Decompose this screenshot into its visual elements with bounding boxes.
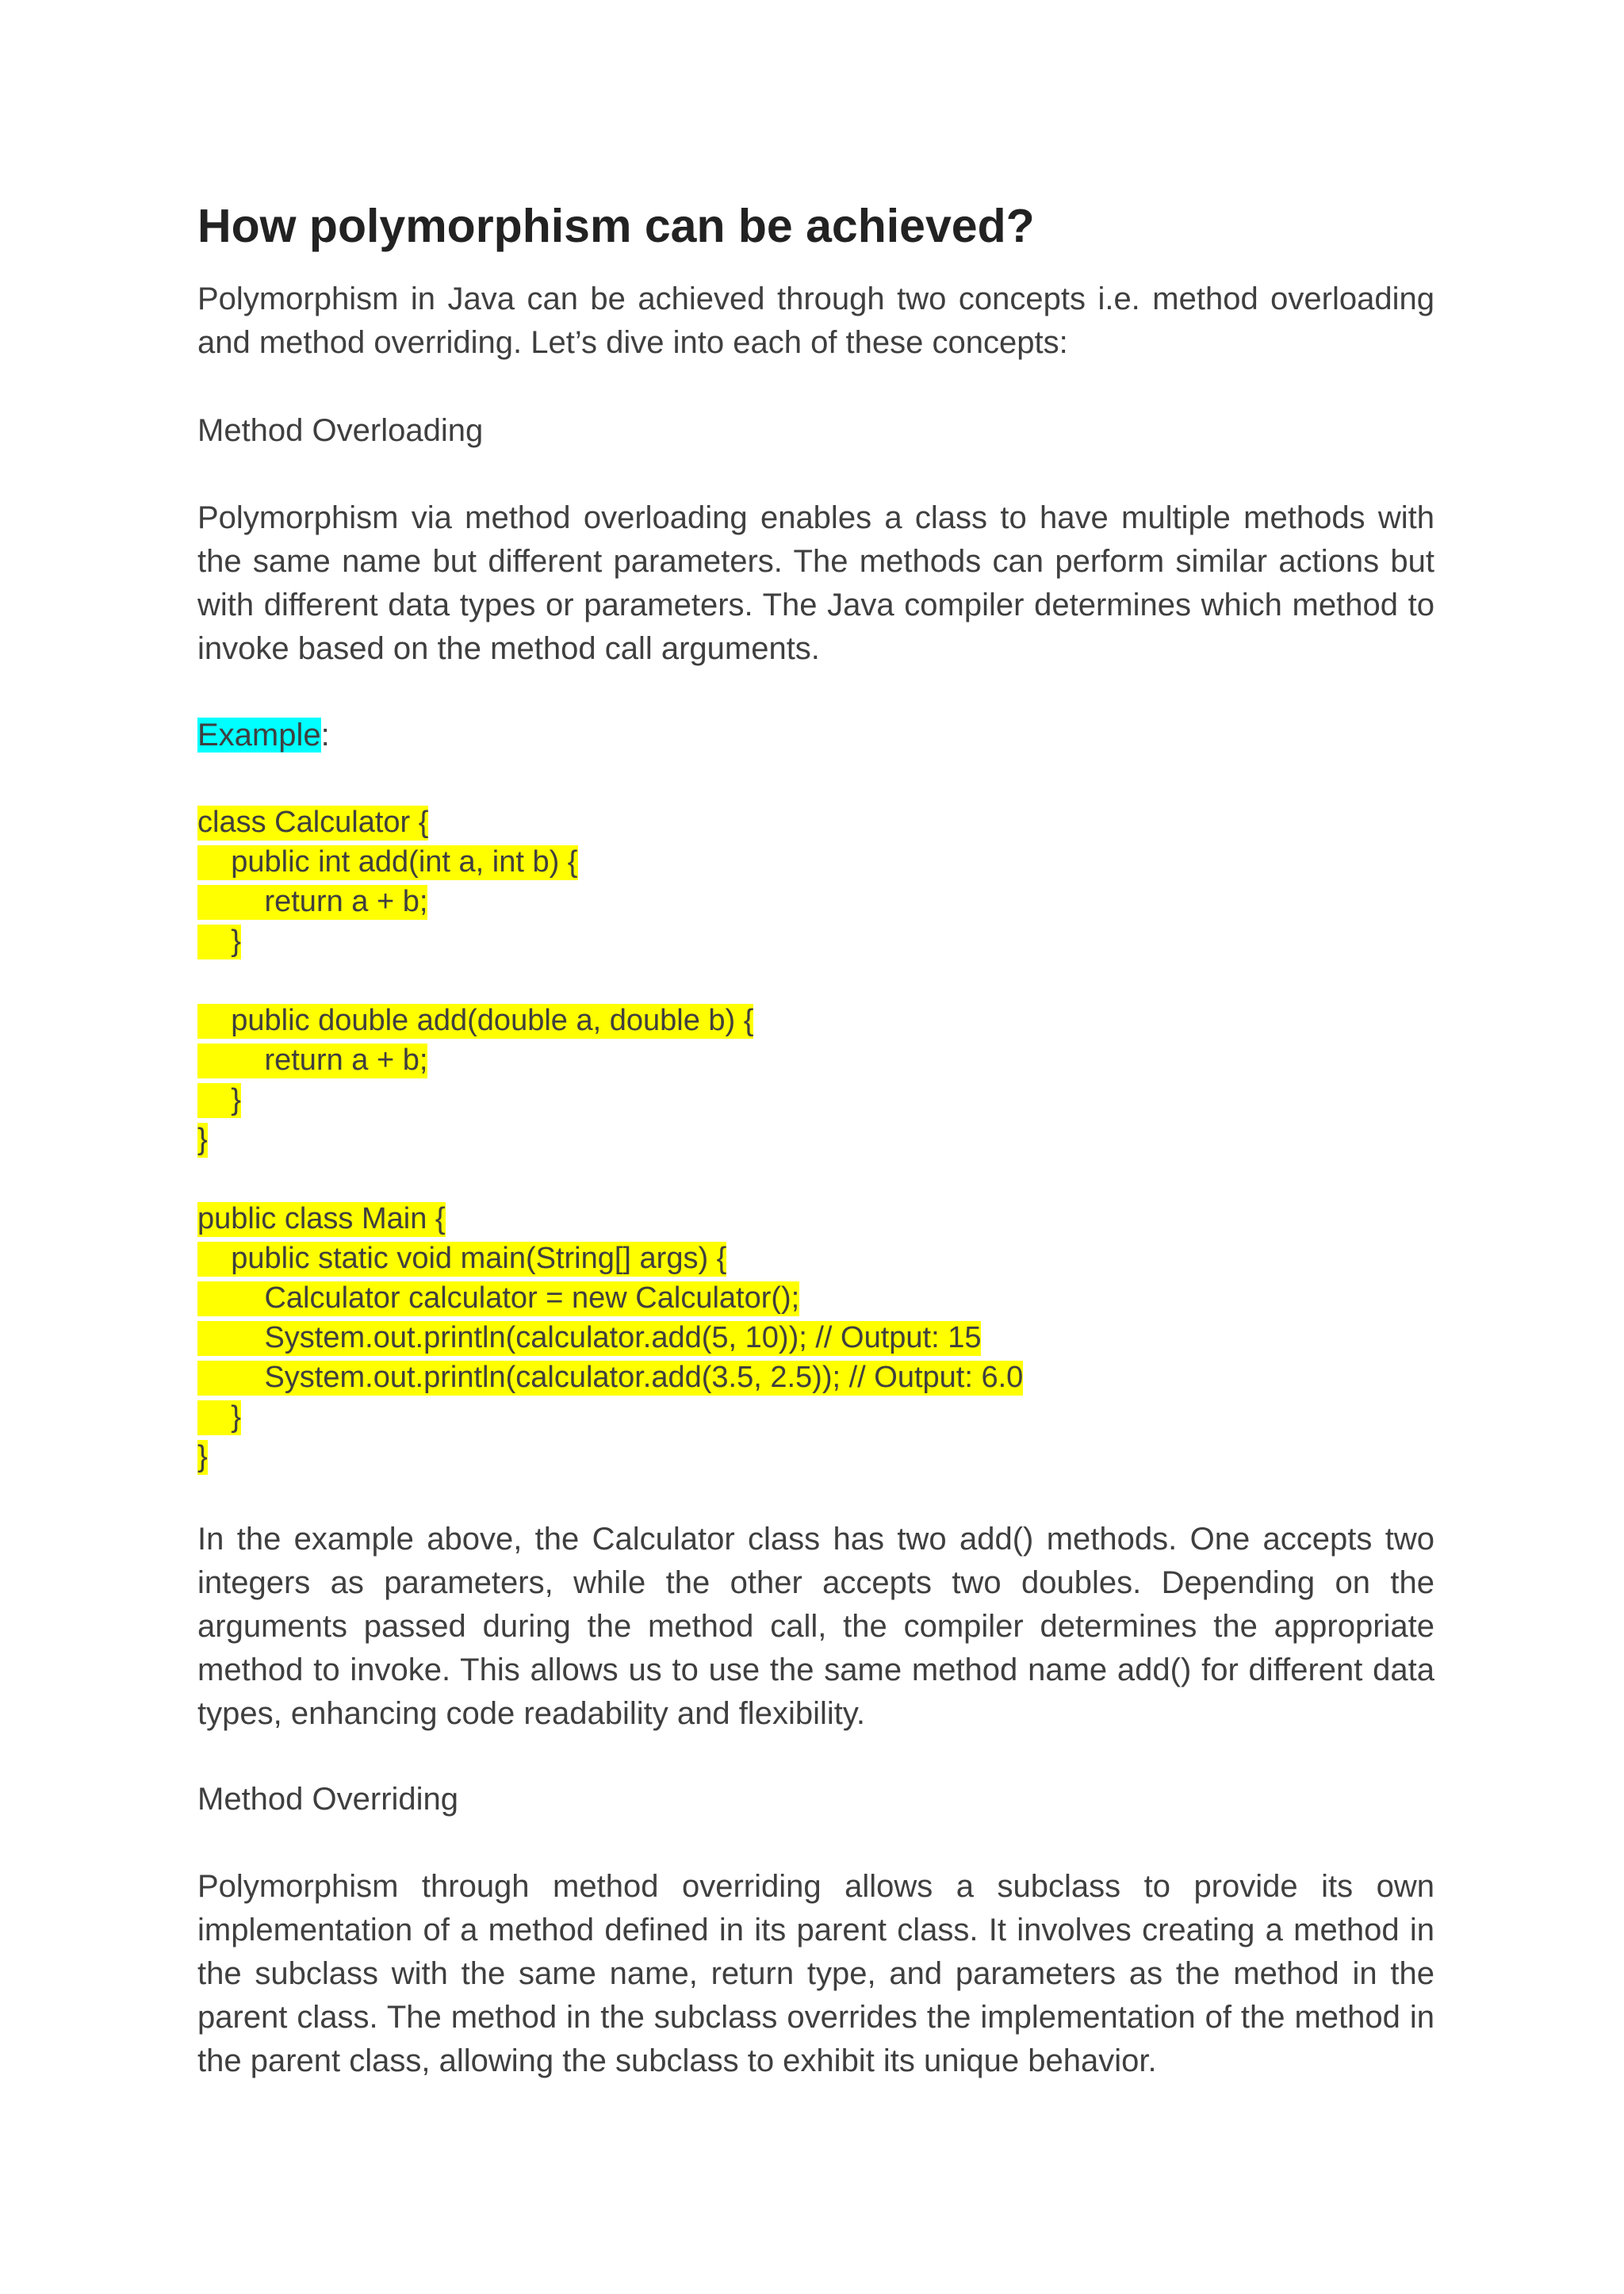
intro-paragraph: Polymorphism in Java can be achieved through two concepts i.e. method overloading and method overriding. Let’s dive into each of these concepts:: [197, 281, 1434, 360]
example-colon: :: [320, 718, 330, 753]
page-title: How polymorphism can be achieved?: [197, 200, 1035, 252]
code-line: }: [197, 1440, 208, 1473]
code-line: public class Main {: [197, 1202, 446, 1235]
code-line: }: [197, 925, 241, 958]
code-line: return a + b;: [197, 1044, 428, 1077]
code-line: public int add(int a, int b) {: [197, 845, 578, 879]
code-line: Calculator calculator = new Calculator();: [197, 1281, 800, 1315]
example-highlight: Example: [197, 718, 321, 753]
code-block-main: [197, 1199, 1434, 1476]
example-label: [197, 714, 330, 757]
code-line: public double add(double a, double b) {: [197, 1004, 754, 1037]
overriding-description: Polymorphism through method overriding allows a subclass to provide its own implementation of a method defined in its parent class. It involves creating a method in the subclass with the same name, return type, and parameters as the method in the parent class. The method in the subclass overrides the implementation of the method in the parent class, allowing the subclass to exhibit its unique behavior.: [197, 1869, 1434, 2078]
overloading-description: Polymorphism via method overloading enables a class to have multiple methods with the same name but different parameters. The methods can perform similar actions but with different data types or parameters. The Java compiler determines which method to invoke based on the method call arguments.: [197, 500, 1434, 666]
code-line: class Calculator {: [197, 806, 429, 839]
method-overriding-heading: Method Overriding: [197, 1782, 459, 1817]
code-line: }: [197, 1123, 208, 1156]
code-line: }: [197, 1083, 241, 1116]
code-line: System.out.println(calculator.add(5, 10)); // Output: 15: [197, 1321, 982, 1354]
code-line-blank: [197, 961, 1434, 1001]
code-line: System.out.println(calculator.add(3.5, 2.5)); // Output: 6.0: [197, 1361, 1024, 1394]
code-line: }: [197, 1400, 241, 1434]
method-overloading-heading: Method Overloading: [197, 413, 484, 448]
code-line: public static void main(String[] args) {: [197, 1242, 727, 1275]
code-block-calculator: [197, 802, 1434, 1159]
overloading-explanation: In the example above, the Calculator class has two add() methods. One accepts two integers as parameters, while the other accepts two doubles. Depending on the arguments passed during the method call, the compiler determines the appropriate method to invoke. This allows us to use the same method name add() for different data types, enhancing code readability and flexibility.: [197, 1522, 1434, 1731]
code-line: return a + b;: [197, 885, 428, 918]
